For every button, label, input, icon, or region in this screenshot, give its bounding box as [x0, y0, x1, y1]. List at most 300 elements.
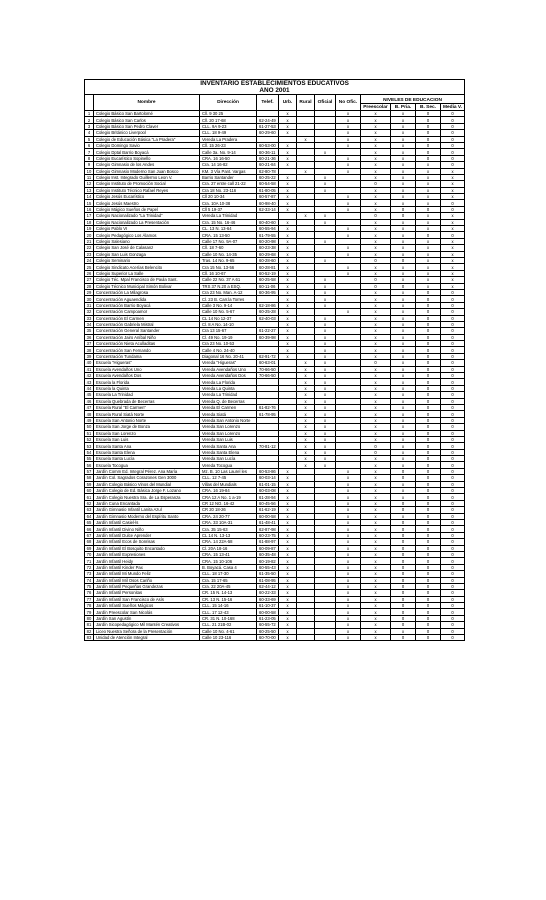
basica-secundaria-cell: 0	[416, 462, 441, 468]
media-vocacional-cell: x	[441, 238, 465, 244]
urb-cell: x	[279, 564, 297, 570]
basica-primaria-cell: x	[391, 404, 416, 410]
basica-secundaria-cell: 0	[416, 232, 441, 238]
basica-primaria-cell: x	[391, 168, 416, 174]
oficial-cell: x	[315, 449, 336, 455]
basica-primaria-cell: x	[391, 194, 416, 200]
urb-cell: x	[279, 206, 297, 212]
basica-primaria-cell: x	[391, 430, 416, 436]
basica-secundaria-cell: 0	[416, 373, 441, 379]
media-vocacional-cell: 0	[441, 571, 465, 577]
no-oficial-cell: x	[336, 206, 361, 212]
telef-cell: 60-55-72	[257, 622, 279, 628]
basica-secundaria-cell: 0	[416, 520, 441, 526]
basica-primaria-cell: 0	[391, 564, 416, 570]
row-number: 83	[85, 635, 94, 641]
basica-secundaria-cell: 0	[416, 494, 441, 500]
media-vocacional-cell: 0	[441, 558, 465, 564]
row-number: 82	[85, 628, 94, 634]
telef-cell: 60-11-06	[257, 283, 279, 289]
row-number: 29	[85, 289, 94, 295]
media-vocacional-cell: 0	[441, 130, 465, 136]
basica-secundaria-cell: 0	[416, 526, 441, 532]
media-vocacional-cell: 0	[441, 532, 465, 538]
basica-secundaria-cell: 0	[416, 341, 441, 347]
preescolar-cell: x	[361, 488, 391, 494]
media-vocacional-cell: x	[441, 283, 465, 289]
telef-cell: 62-91-72	[257, 353, 279, 359]
urb-cell: x	[279, 353, 297, 359]
no-oficial-cell: x	[336, 622, 361, 628]
media-vocacional-cell: 0	[441, 590, 465, 596]
basica-primaria-cell: 0	[391, 257, 416, 263]
urb-cell: x	[279, 347, 297, 353]
urb-cell: x	[279, 520, 297, 526]
preescolar-cell: x	[361, 315, 391, 321]
header-basica-primaria: B. Pria.	[391, 104, 416, 111]
row-number: 75	[85, 583, 94, 589]
row-number: 37	[85, 341, 94, 347]
nombre-cell: Escuela La Trinidad	[94, 392, 200, 398]
telef-cell: 62-80-78	[257, 168, 279, 174]
direccion-cell: CL 14 No 12-37	[200, 315, 257, 321]
row-number: 17	[85, 213, 94, 219]
basica-secundaria-cell: 0	[416, 449, 441, 455]
nombre-cell: Jardín San Agustín	[94, 615, 200, 621]
telef-cell: 60-23-75	[257, 532, 279, 538]
direccion-cell: CLL. 17 12-43	[200, 609, 257, 615]
nombre-cell: Liceo Nuestra Señora de la Presentación	[94, 628, 200, 634]
basica-primaria-cell: x	[391, 513, 416, 519]
oficial-cell: x	[315, 398, 336, 404]
nombre-cell: Jardín Colegio Básico Vinos del Mundial	[94, 481, 200, 487]
media-vocacional-cell: 0	[441, 449, 465, 455]
direccion-cell: Mz. B. 10 Las Laurel les	[200, 468, 257, 474]
basica-secundaria-cell: x	[416, 181, 441, 187]
urb-cell: x	[279, 155, 297, 161]
row-number: 63	[85, 507, 94, 513]
media-vocacional-cell: 0	[441, 583, 465, 589]
direccion-cell: Calle 3 No. 9-14	[200, 302, 257, 308]
nombre-cell: Colegio Instituto Técnico Rafael Reyes	[94, 187, 200, 193]
row-number: 48	[85, 411, 94, 417]
media-vocacional-cell: x	[441, 181, 465, 187]
nombre-cell: Escuela Rural Siatá Norte	[94, 411, 200, 417]
rural-cell: x	[297, 385, 315, 391]
telef-cell: 60-98-40	[257, 200, 279, 206]
row-number: 64	[85, 513, 94, 519]
basica-primaria-cell: 0	[391, 213, 416, 219]
oficial-cell: x	[315, 149, 336, 155]
telef-cell: 60-21-84	[257, 162, 279, 168]
media-vocacional-cell: 0	[441, 596, 465, 602]
telef-cell: 60-40-60	[257, 219, 279, 225]
no-oficial-cell: x	[336, 615, 361, 621]
nombre-cell: Concentración La Milagrosa	[94, 289, 200, 295]
rural-cell: x	[297, 424, 315, 430]
oficial-cell: x	[315, 373, 336, 379]
media-vocacional-cell: 0	[441, 149, 465, 155]
preescolar-cell: x	[361, 149, 391, 155]
preescolar-cell: 0	[361, 213, 391, 219]
urb-cell: x	[279, 532, 297, 538]
preescolar-cell: 0	[361, 360, 391, 366]
urb-cell: x	[279, 571, 297, 577]
media-vocacional-cell: 0	[441, 526, 465, 532]
urb-cell: x	[279, 526, 297, 532]
basica-primaria-cell: 0	[391, 526, 416, 532]
row-number: 55	[85, 456, 94, 462]
direccion-cell: Cra. 27 entre call 21-22	[200, 181, 257, 187]
preescolar-cell: x	[361, 424, 391, 430]
basica-secundaria-cell: 0	[416, 507, 441, 513]
media-vocacional-cell: 0	[441, 309, 465, 315]
row-number: 43	[85, 379, 94, 385]
basica-secundaria-cell: 0	[416, 609, 441, 615]
no-oficial-cell: x	[336, 468, 361, 474]
direccion-cell: Cra 23 No. 10-53	[200, 341, 257, 347]
urb-cell: x	[279, 468, 297, 474]
header-telef: Telef.	[257, 95, 279, 111]
no-oficial-cell: x	[336, 494, 361, 500]
urb-cell: x	[279, 622, 297, 628]
preescolar-cell: x	[361, 123, 391, 129]
row-number: 51	[85, 430, 94, 436]
preescolar-cell: x	[361, 162, 391, 168]
basica-primaria-cell: x	[391, 270, 416, 276]
nombre-cell: Concentración Campoamor	[94, 309, 200, 315]
preescolar-cell: x	[361, 404, 391, 410]
preescolar-cell: x	[361, 494, 391, 500]
no-oficial-cell: x	[336, 226, 361, 232]
media-vocacional-cell: 0	[441, 475, 465, 481]
urb-cell: x	[279, 245, 297, 251]
direccion-cell: Calle 4 No. 24-40	[200, 347, 257, 353]
telef-cell: 60-19-82	[257, 558, 279, 564]
direccion-cell: Cra. 15 17-65	[200, 577, 257, 583]
media-vocacional-cell: 0	[441, 334, 465, 340]
basica-secundaria-cell: 0	[416, 417, 441, 423]
urb-cell: x	[279, 123, 297, 129]
basica-secundaria-cell: 0	[416, 456, 441, 462]
urb-cell: x	[279, 341, 297, 347]
direccion-cell: KM. 3 Vía Pant. Vargas	[200, 168, 257, 174]
direccion-cell: Diagonal 16 No. 20-41	[200, 353, 257, 359]
basica-primaria-cell: x	[391, 296, 416, 302]
preescolar-cell: x	[361, 385, 391, 391]
header-direccion: Dirección	[200, 95, 257, 111]
header-basica-secundaria: B. Sec.	[416, 104, 441, 111]
basica-primaria-cell: x	[391, 398, 416, 404]
basica-primaria-cell: x	[391, 309, 416, 315]
row-number: 60	[85, 488, 94, 494]
telef-cell: 60-55-43	[257, 564, 279, 570]
urb-cell: x	[279, 539, 297, 545]
row-number: 76	[85, 590, 94, 596]
direccion-cell: Vereda Santa Elena	[200, 449, 257, 455]
direccion-cell: Cra 15 No. 13-56	[200, 264, 257, 270]
basica-secundaria-cell: 0	[416, 513, 441, 519]
basica-primaria-cell: x	[391, 264, 416, 270]
basica-secundaria-cell: 0	[416, 392, 441, 398]
direccion-cell: CRA 12 A No. 1 a-19	[200, 494, 257, 500]
nombre-cell: Colegio Pedagógico Los Álamos	[94, 232, 200, 238]
row-number: 22	[85, 245, 94, 251]
basica-secundaria-cell: 0	[416, 443, 441, 449]
telef-cell: 61-10-37	[257, 603, 279, 609]
row-number: 69	[85, 545, 94, 551]
basica-secundaria-cell: 0	[416, 111, 441, 117]
oficial-cell: x	[315, 181, 336, 187]
urb-cell: x	[279, 481, 297, 487]
basica-secundaria-cell: 0	[416, 302, 441, 308]
basica-primaria-cell: 0	[391, 558, 416, 564]
basica-primaria-cell: x	[391, 162, 416, 168]
basica-primaria-cell: x	[391, 200, 416, 206]
direccion-cell: Villas del Mundials	[200, 481, 257, 487]
basica-secundaria-cell: x	[416, 277, 441, 283]
telef-cell: 60-70-00	[257, 635, 279, 641]
row-number: 9	[85, 162, 94, 168]
preescolar-cell: x	[361, 194, 391, 200]
telef-cell: 60-53-86	[257, 468, 279, 474]
basica-primaria-cell: 0	[391, 571, 416, 577]
basica-secundaria-cell: 0	[416, 296, 441, 302]
no-oficial-cell: x	[336, 488, 361, 494]
preescolar-cell: x	[361, 417, 391, 423]
rural-cell: x	[297, 136, 315, 142]
no-oficial-cell: x	[336, 194, 361, 200]
direccion-cell: Vereda Avendaños Dos	[200, 373, 257, 379]
nombre-cell: Jardín Infantil Ecos de Sonrisas	[94, 539, 200, 545]
nombre-cell: Colegio Domingo Savio	[94, 142, 200, 148]
row-number: 2	[85, 117, 94, 123]
direccion-cell: Cra 13 15-67	[200, 328, 257, 334]
direccion-cell: Vereda La Florida	[200, 379, 257, 385]
rural-cell: x	[297, 411, 315, 417]
basica-secundaria-cell: x	[416, 264, 441, 270]
nombre-cell: Jardín Infantil Dulce Aprender	[94, 532, 200, 538]
direccion-cell: Vereda San Lorenzo	[200, 430, 257, 436]
row-number: 16	[85, 206, 94, 212]
preescolar-cell: x	[361, 475, 391, 481]
row-number: 71	[85, 558, 94, 564]
basica-secundaria-cell: 0	[416, 488, 441, 494]
basica-secundaria-cell: 0	[416, 117, 441, 123]
basica-primaria-cell: x	[391, 424, 416, 430]
nombre-cell: Jardín Infantil Heidy	[94, 558, 200, 564]
nombre-cell: Colegio Básico San Bartolomé	[94, 111, 200, 117]
row-number: 20	[85, 232, 94, 238]
direccion-cell: Cll. 18 7-60	[200, 245, 257, 251]
preescolar-cell: x	[361, 545, 391, 551]
media-vocacional-cell: 0	[441, 539, 465, 545]
preescolar-cell: x	[361, 289, 391, 295]
telef-cell: 60-52-19	[257, 270, 279, 276]
nombre-cell: Colegio Nacionalizado "La Trinidad"	[94, 213, 200, 219]
basica-secundaria-cell: 0	[416, 123, 441, 129]
direccion-cell: TRS 37 N.20 a ESQ.	[200, 283, 257, 289]
nombre-cell: Jardín Infantil Mil Osos Cariño	[94, 577, 200, 583]
row-number: 62	[85, 500, 94, 506]
nombre-cell: Escuela Tocogua	[94, 462, 200, 468]
basica-primaria-cell: x	[391, 181, 416, 187]
media-vocacional-cell: 0	[441, 603, 465, 609]
urb-cell: x	[279, 283, 297, 289]
row-number: 4	[85, 130, 94, 136]
direccion-cell: Cll. 16 10-67	[200, 270, 257, 276]
no-oficial-cell: x	[336, 564, 361, 570]
preescolar-cell: 0	[361, 449, 391, 455]
preescolar-cell: x	[361, 628, 391, 634]
nombre-cell: Jardín Infantil Personitas	[94, 590, 200, 596]
basica-primaria-cell: x	[391, 117, 416, 123]
telef-cell: 61-08-95	[257, 577, 279, 583]
direccion-cell: Cl. 20A 18-16	[200, 545, 257, 551]
urb-cell: x	[279, 238, 297, 244]
basica-primaria-cell: x	[391, 494, 416, 500]
no-oficial-cell: x	[336, 251, 361, 257]
media-vocacional-cell: 0	[441, 392, 465, 398]
nombre-cell: Jardín Infantil Divino Niño	[94, 526, 200, 532]
nombre-cell: Colegio Dptal Barrio Boyacá	[94, 149, 200, 155]
direccion-cell: Cra. 14 16-82	[200, 162, 257, 168]
no-oficial-cell: x	[336, 577, 361, 583]
no-oficial-cell: x	[336, 136, 361, 142]
direccion-cell: Cra 18 No. 23-116	[200, 187, 257, 193]
nombre-cell: Colegio Jesús Eucarístico	[94, 194, 200, 200]
row-number: 72	[85, 564, 94, 570]
direccion-cell: Calle 10 No. 14-35	[200, 251, 257, 257]
direccion-cell: CR 20 18-26	[200, 507, 257, 513]
media-vocacional-cell: 0	[441, 481, 465, 487]
nombre-cell: Colegio Sindicato Acerías Belencito	[94, 264, 200, 270]
telef-cell: 60-25-22	[257, 174, 279, 180]
preescolar-cell: x	[361, 558, 391, 564]
media-vocacional-cell: 0	[441, 315, 465, 321]
basica-secundaria-cell: 0	[416, 353, 441, 359]
rural-cell: x	[297, 449, 315, 455]
media-vocacional-cell: 0	[441, 551, 465, 557]
media-vocacional-cell: 0	[441, 564, 465, 570]
header-rural: Rural	[297, 95, 315, 111]
media-vocacional-cell: 0	[441, 353, 465, 359]
urb-cell: x	[279, 257, 297, 263]
media-vocacional-cell: 0	[441, 500, 465, 506]
basica-primaria-cell: x	[391, 219, 416, 225]
oficial-cell: x	[315, 347, 336, 353]
preescolar-cell: x	[361, 411, 391, 417]
direccion-cell: CR. 31 N. 10-168	[200, 615, 257, 621]
oficial-cell: x	[315, 321, 336, 327]
direccion-cell: CRA. 15 10-106	[200, 558, 257, 564]
telef-cell: 60-55-94	[257, 226, 279, 232]
urb-cell: x	[279, 117, 297, 123]
row-number: 54	[85, 449, 94, 455]
media-vocacional-cell: 0	[441, 443, 465, 449]
no-oficial-cell: x	[336, 500, 361, 506]
basica-secundaria-cell: 0	[416, 424, 441, 430]
row-number: 6	[85, 142, 94, 148]
oficial-cell: x	[315, 436, 336, 442]
rural-cell: x	[297, 443, 315, 449]
basica-secundaria-cell: x	[416, 200, 441, 206]
nombre-cell: Escuela Santa Elena	[94, 449, 200, 455]
nombre-cell: Colegio Téc. Mpal Francisco de Paula Sant.	[94, 277, 200, 283]
media-vocacional-cell: 0	[441, 341, 465, 347]
media-vocacional-cell: 0	[441, 628, 465, 634]
basica-primaria-cell: x	[391, 302, 416, 308]
nombre-cell: Escuela San Luis	[94, 436, 200, 442]
urb-cell: x	[279, 251, 297, 257]
basica-primaria-cell: x	[391, 315, 416, 321]
direccion-cell: Barrio Santander	[200, 174, 257, 180]
row-number: 53	[85, 443, 94, 449]
row-number: 5	[85, 136, 94, 142]
telef-cell: 61-88-97	[257, 539, 279, 545]
preescolar-cell: 0	[361, 443, 391, 449]
nombre-cell: Colegio Pablo VI	[94, 226, 200, 232]
oficial-cell: x	[315, 411, 336, 417]
inventory-sheet	[84, 79, 464, 641]
preescolar-cell: x	[361, 187, 391, 193]
basica-primaria-cell: 0	[391, 507, 416, 513]
telef-cell: 60-22-33	[257, 590, 279, 596]
direccion-cell: CRA. 33 10A-31	[200, 520, 257, 526]
row-number: 30	[85, 296, 94, 302]
no-oficial-cell: x	[336, 520, 361, 526]
row-number: 21	[85, 238, 94, 244]
oficial-cell: x	[315, 315, 336, 321]
basica-primaria-cell: 0	[391, 500, 416, 506]
direccion-cell: CLL. 18 17-30	[200, 571, 257, 577]
no-oficial-cell: x	[336, 596, 361, 602]
oficial-cell: x	[315, 443, 336, 449]
preescolar-cell: x	[361, 168, 391, 174]
row-number: 14	[85, 194, 94, 200]
direccion-cell: Vereda San Luis	[200, 436, 257, 442]
media-vocacional-cell: 0	[441, 577, 465, 583]
nombre-cell: Escuela la Quinta	[94, 385, 200, 391]
row-number: 68	[85, 539, 94, 545]
preescolar-cell: x	[361, 200, 391, 206]
no-oficial-cell: x	[336, 245, 361, 251]
media-vocacional-cell: 0	[441, 379, 465, 385]
direccion-cell: Vereda Q. de Becerras	[200, 398, 257, 404]
urb-cell: x	[279, 558, 297, 564]
basica-primaria-cell: x	[391, 130, 416, 136]
nombre-cell: Concentración Jairo Aníbal Niño	[94, 334, 200, 340]
direccion-cell: CLL. 21 21B-02	[200, 622, 257, 628]
preescolar-cell: x	[361, 577, 391, 583]
nombre-cell: Concentración General Santander	[94, 328, 200, 334]
telef-cell: 60-63-01	[257, 360, 279, 366]
nombre-cell: Concentración Tundama	[94, 353, 200, 359]
preescolar-cell: x	[361, 609, 391, 615]
nombre-cell: Colegio Seminario	[94, 257, 200, 263]
basica-primaria-cell: x	[391, 334, 416, 340]
preescolar-cell: x	[361, 226, 391, 232]
header-oficial: Oficial	[315, 95, 336, 111]
direccion-cell: Cll 5 19-37	[200, 206, 257, 212]
basica-secundaria-cell: 0	[416, 628, 441, 634]
urb-cell: x	[279, 603, 297, 609]
preescolar-cell: x	[361, 296, 391, 302]
no-oficial-cell: x	[336, 264, 361, 270]
direccion-cell: Vereda San Lucía	[200, 456, 257, 462]
media-vocacional-cell: 0	[441, 328, 465, 334]
preescolar-cell: x	[361, 456, 391, 462]
